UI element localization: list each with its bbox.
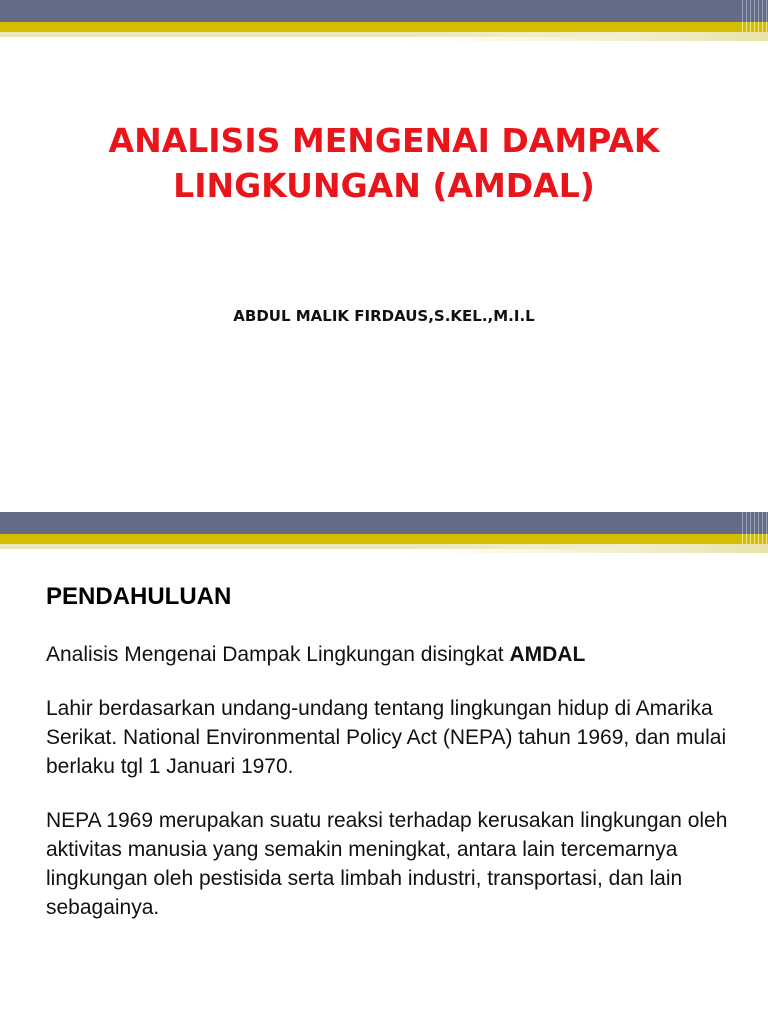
slide-title [0,118,768,208]
slide-body [46,640,746,947]
intro-slide [0,512,768,1024]
header-band-yellow [0,534,768,544]
slide-title-line-2: LINGKUNGAN (AMDAL) [173,166,595,205]
paragraph-3: NEPA 1969 merupakan suatu reaksi terhadap kerusakan lingkungan oleh aktivitas manusia yang semakin meningkat, antara lain tercemarnya lingkungan oleh pestisida serta limbah industri, transportasi, dan lain sebagainya. [46,809,728,919]
slide-title-line-1: ANALISIS MENGENAI DAMPAK [108,121,660,160]
paragraph-2: Lahir berdasarkan undang-undang tentang lingkungan hidup di Amarika Serikat. National Environmental Policy Act (NEPA) tahun 1969, dan mulai berlaku tgl 1 Januari 1970. [46,697,727,778]
section-heading: PENDAHULUAN [46,583,232,610]
header-stripes-yellow [742,22,768,32]
header-stripes [742,512,768,534]
header-stripes [742,0,768,22]
paragraph-1-bold: AMDAL [509,643,586,666]
author-name: ABDUL MALIK FIRDAUS,S.KEL.,M.I.L [233,307,535,325]
header-band-yellow [0,22,768,32]
header-band-gray [0,512,768,534]
header-bar [0,0,768,46]
paragraph-1 [46,640,746,669]
header-sweep [408,32,768,41]
header-bar [0,512,768,558]
header-stripes-yellow [742,534,768,544]
header-sweep [408,544,768,553]
paragraph-1-text: Analisis Mengenai Dampak Lingkungan disingkat [46,643,510,666]
header-band-gray [0,0,768,22]
